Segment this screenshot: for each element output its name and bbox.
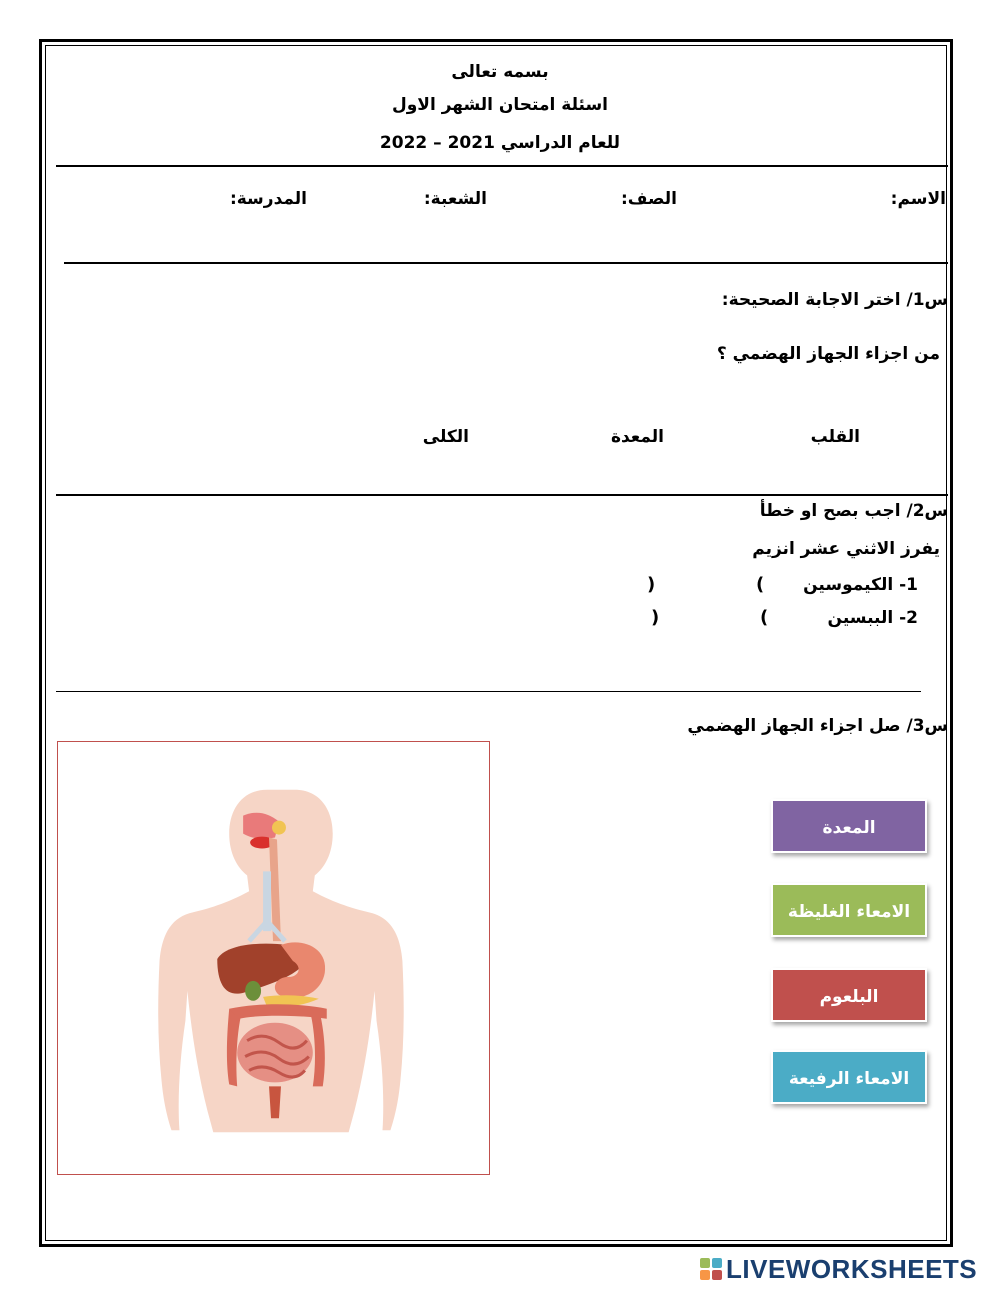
match-label-pharynx[interactable]: البلعوم xyxy=(771,968,927,1022)
q2-stem: يفرز الاثني عشر انزيم xyxy=(752,539,940,559)
header-basmala: بسمه تعالى xyxy=(451,62,549,82)
q2-item-1: 1- الكيموسين xyxy=(803,575,918,595)
field-school-label: المدرسة: xyxy=(229,189,307,209)
q1-title: س1/ اختر الاجابة الصحيحة: xyxy=(721,290,948,310)
match-label-small-intestine[interactable]: الامعاء الرفيعة xyxy=(771,1050,927,1104)
liveworksheets-footer[interactable] xyxy=(700,1255,977,1283)
digestive-system-icon xyxy=(58,742,489,1174)
divider xyxy=(56,494,948,496)
q3-title: س3/ صل اجزاء الجهاز الهضمي xyxy=(687,716,948,736)
q1-question: من اجزاء الجهاز الهضمي ؟ xyxy=(716,344,940,364)
q1-option-1[interactable]: القلب xyxy=(810,427,860,447)
q2-item-2: 2- الببسين xyxy=(827,608,918,628)
header-school-year: للعام الدراسي 2021 – 2022 xyxy=(379,133,621,153)
q2-item-1-answer-open[interactable]: ( xyxy=(756,574,765,595)
q2-item-2-answer-close[interactable]: ) xyxy=(651,607,660,628)
q2-title: س2/ اجب بصح او خطأ xyxy=(759,501,948,521)
divider xyxy=(56,165,948,167)
match-label-stomach[interactable]: المعدة xyxy=(771,799,927,853)
field-grade-label: الصف: xyxy=(620,189,677,209)
divider xyxy=(56,691,921,692)
q1-option-3[interactable]: الكلى xyxy=(422,427,469,447)
field-name-label: الاسم: xyxy=(890,189,946,209)
q1-option-2[interactable]: المعدة xyxy=(610,427,664,447)
liveworksheets-brand: LIVEWORKSHEETS xyxy=(726,1253,978,1284)
q2-item-1-answer-close[interactable]: ) xyxy=(647,574,656,595)
field-section-label: الشعبة: xyxy=(423,189,487,209)
divider xyxy=(64,262,948,264)
header-exam-title: اسئلة امتحان الشهر الاول xyxy=(391,95,609,115)
liveworksheets-logo-icon xyxy=(700,1258,722,1280)
q2-item-2-answer-open[interactable]: ( xyxy=(760,607,769,628)
match-label-large-intestine[interactable]: الامعاء الغليظة xyxy=(771,883,927,937)
digestive-system-image xyxy=(57,741,490,1175)
